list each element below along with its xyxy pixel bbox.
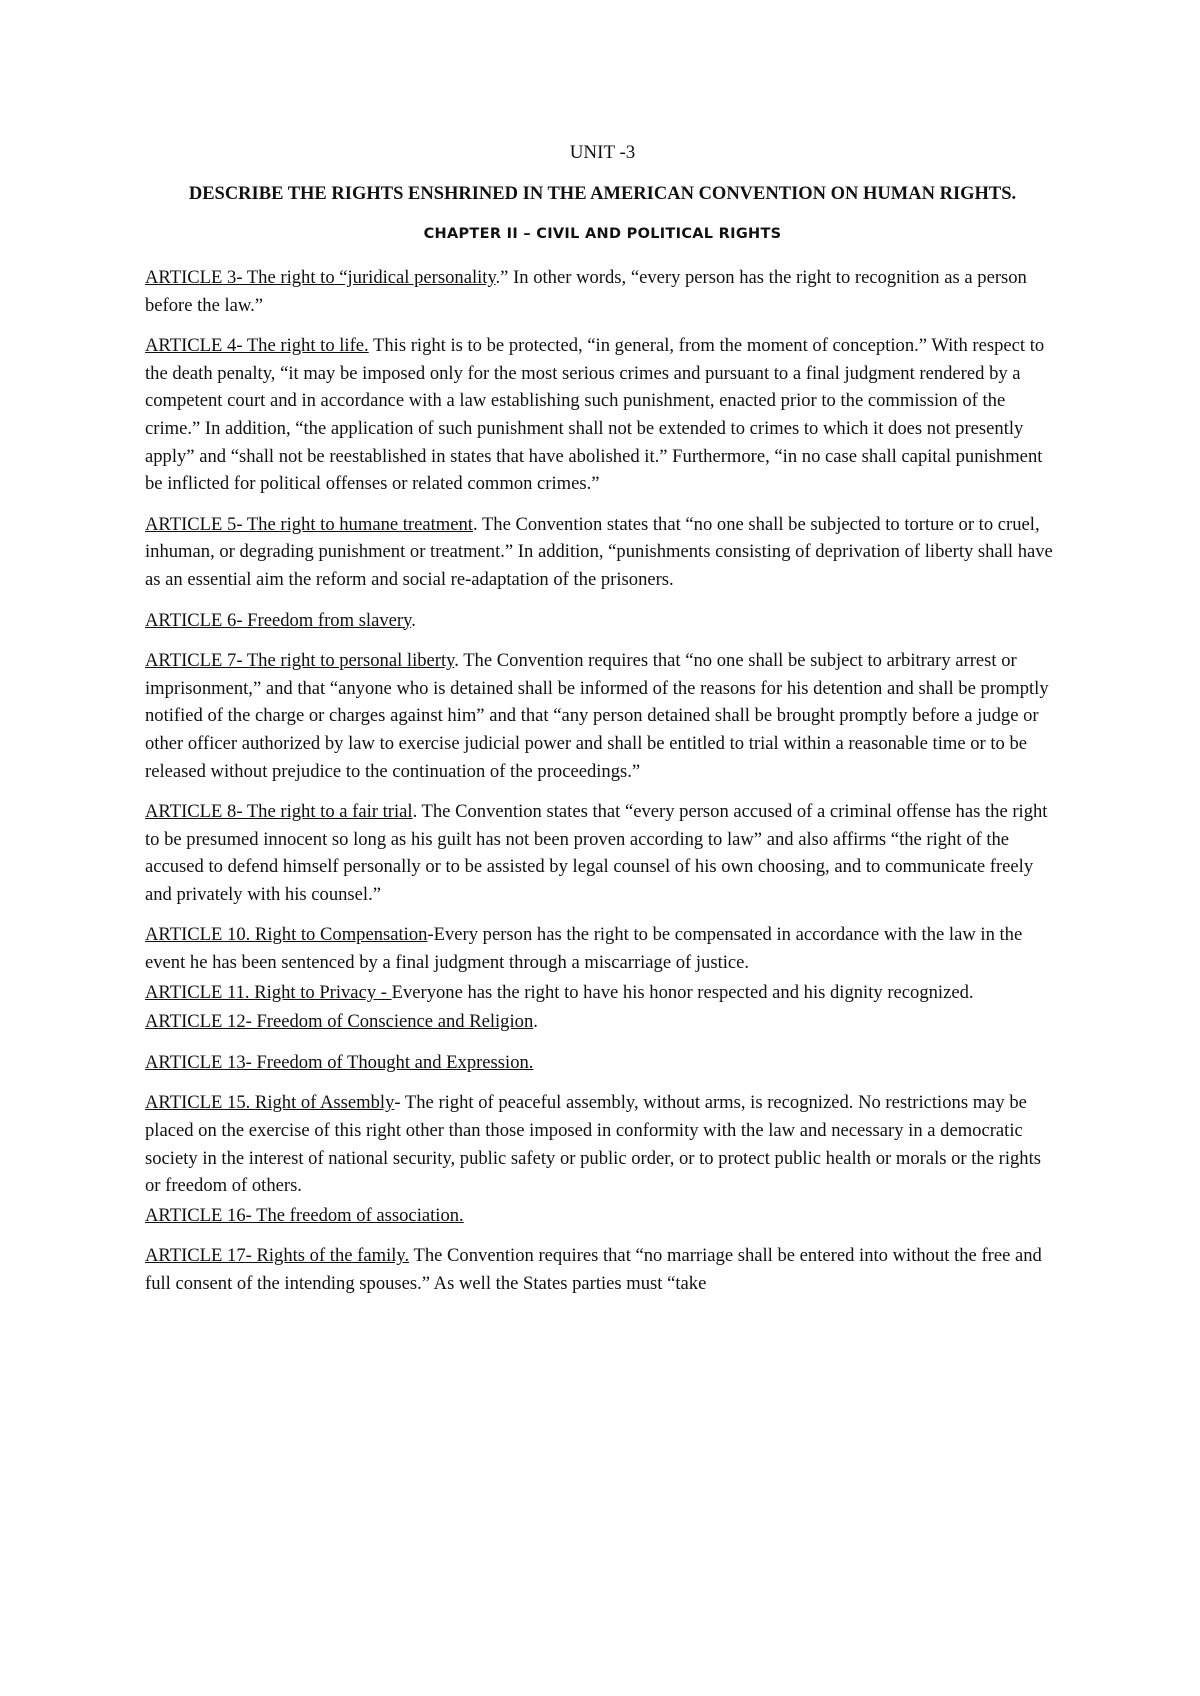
article-3-body: .” In other words, “every person has the right to recognition as a person before the law.” — [145, 267, 1027, 316]
article-10-heading: ARTICLE 10. Right to Compensation — [145, 924, 428, 946]
article-5-paragraph — [145, 511, 1060, 594]
article-5-body: . The Convention states that “no one shall be subjected to torture or to cruel, inhuman, or degrading punishment or treatment.” In addition, “punishments consisting of deprivation of liberty shall have as an essential aim the reform and social re-adaptation of the prisoners. — [145, 513, 1053, 590]
article-4-paragraph — [145, 332, 1060, 498]
article-8-body: . The Convention states that “every person accused of a criminal offense has the right to be presumed innocent so long as his guilt has not been proven according to law” and also affirms “the right of the accused to defend himself personally or to be assisted by legal counsel of his own choosing, and to communicate freely and privately with his counsel.” — [145, 801, 1048, 905]
article-8-paragraph — [145, 798, 1060, 908]
article-7-heading: ARTICLE 7- The right to personal liberty — [145, 650, 455, 672]
article-15-body: - The right of peaceful assembly, without arms, is recognized. No restrictions may be placed on the exercise of this right other than those imposed in conformity with the law and necessary in a democratic society in the interest of national security, public safety or public order, or to protect public health or morals or the rights or freedom of others. — [145, 1092, 1041, 1197]
article-6-heading: ARTICLE 6- Freedom from slavery — [145, 609, 412, 631]
article-16-heading: ARTICLE 16- The freedom of association. — [145, 1204, 464, 1226]
article-4-heading: ARTICLE 4- The right to life. — [145, 335, 369, 357]
article-15-paragraph — [145, 1089, 1060, 1199]
article-17-body: The Convention requires that “no marriage shall be entered into without the free and full consent of the intending spouses.” As well the States parties must “take — [145, 1245, 1042, 1294]
article-11-paragraph — [145, 979, 1060, 1007]
document-body — [145, 141, 1060, 1311]
article-16-paragraph — [145, 1202, 1060, 1230]
article-15-heading: ARTICLE 15. Right of Assembly — [145, 1092, 395, 1114]
article-12-heading: ARTICLE 12- Freedom of Conscience and Religion — [145, 1011, 534, 1033]
article-8-heading: ARTICLE 8- The right to a fair trial — [145, 801, 413, 823]
article-7-body: . The Convention requires that “no one shall be subject to arbitrary arrest or imprisonment,” and that “anyone who is detained shall be informed of the reasons for his detention and shall be promptly notified of the charge or charges against him” and that “any person detained shall be brought promptly before a judge or other officer authorized by law to exercise judicial power and shall be entitled to trial within a reasonable time or to be released without prejudice to the continuation of the proceedings.” — [145, 650, 1049, 782]
article-5-heading: ARTICLE 5- The right to humane treatment — [145, 513, 473, 535]
article-10-body: -Every person has the right to be compensated in accordance with the law in the event he has been sentenced by a final judgment through a miscarriage of justice. — [145, 924, 1023, 974]
article-11-heading: ARTICLE 11. Right to Privacy - — [145, 981, 392, 1003]
article-13-heading: ARTICLE 13- Freedom of Thought and Expression. — [145, 1051, 534, 1073]
article-4-body: This right is to be protected, “in general, from the moment of conception.” With respect to the death penalty, “it may be imposed only for the most serious crimes and pursuant to a final judgment rendered by a competent court and in accordance with a law establishing such punishment, enacted prior to the commission of the crime.” In addition, “the application of such punishment shall not be extended to crimes to which it does not presently apply” and “shall not be reestablished in states that have abolished it.” Furthermore, “in no case shall capital punishment be inflicted for political offenses or related common crimes.” — [145, 335, 1045, 495]
chapter-heading: CHAPTER II – CIVIL AND POLITICAL RIGHTS — [423, 226, 782, 242]
article-11-body: Everyone has the right to have his honor respected and his dignity recognized. — [391, 981, 974, 1003]
article-12-body: . — [533, 1011, 538, 1033]
article-17-paragraph — [145, 1242, 1060, 1297]
article-17-heading: ARTICLE 17- Rights of the family. — [145, 1245, 410, 1267]
article-6-paragraph — [145, 607, 1060, 635]
article-7-paragraph — [145, 647, 1060, 785]
article-3-heading: ARTICLE 3- The right to “juridical personality — [145, 267, 496, 288]
article-12-paragraph — [145, 1008, 1060, 1036]
article-6-body: . — [411, 609, 416, 631]
unit-label: UNIT -3 — [569, 142, 636, 163]
article-13-paragraph — [145, 1049, 1060, 1077]
article-10-paragraph — [145, 921, 1060, 976]
page-title: DESCRIBE THE RIGHTS ENSHRINED IN THE AMERICAN CONVENTION ON HUMAN RIGHTS. — [188, 184, 1017, 204]
article-3-paragraph — [145, 264, 1060, 319]
